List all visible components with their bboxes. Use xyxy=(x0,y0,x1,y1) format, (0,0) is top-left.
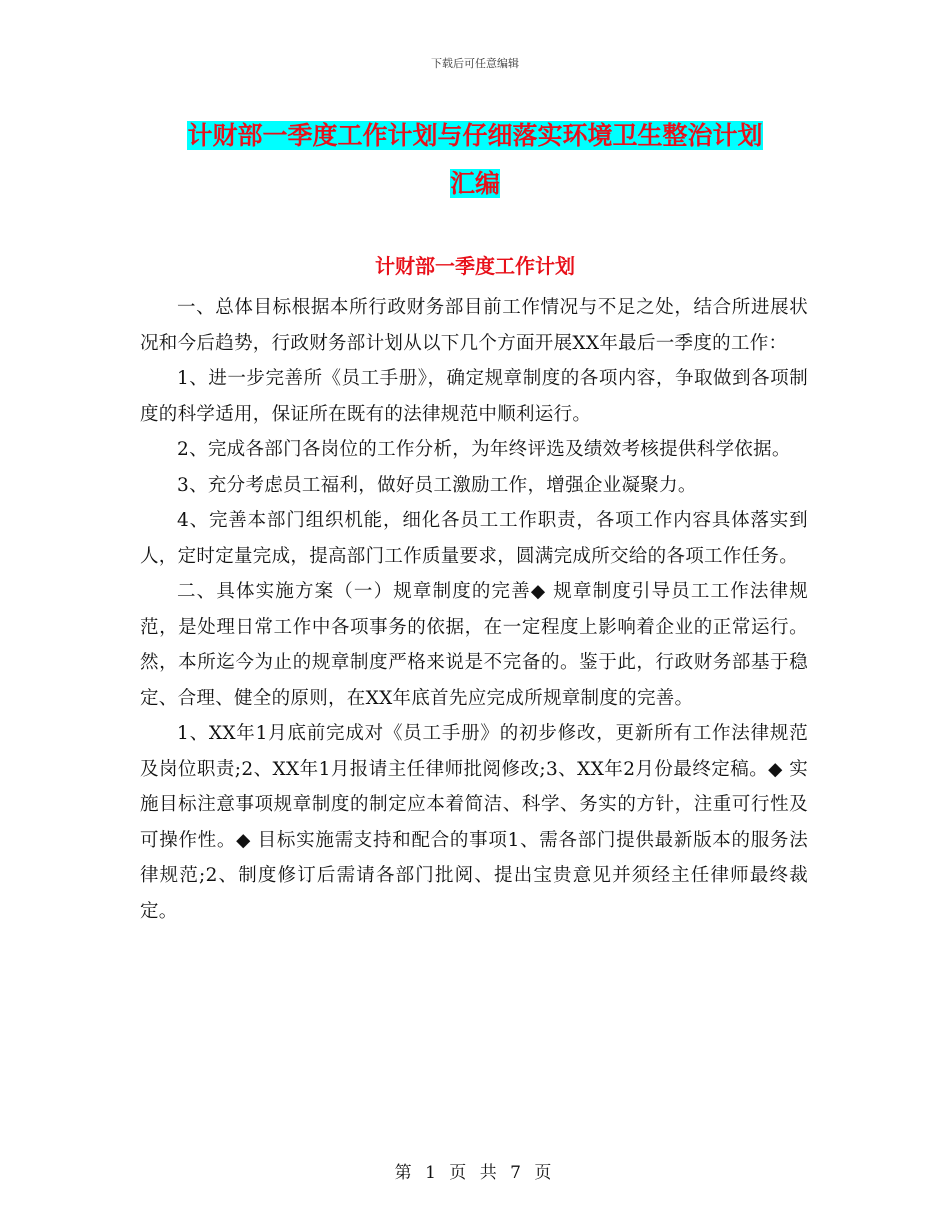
paragraph: 一、总体目标根据本所行政财务部目前工作情况与不足之处，结合所进展状况和今后趋势，行政财务部计划从以下几个方面开展XX年最后一季度的工作： xyxy=(140,297,808,354)
paragraph: 4、完善本部门组织机能，细化各员工工作职责，各项工作内容具体落实到人，定时定量完成，提高部门工作质量要求，圆满完成所交给的各项工作任务。 xyxy=(140,510,808,567)
document-title-line2: 汇编 xyxy=(449,169,500,198)
paragraph: 二、具体实施方案（一）规章制度的完善◆ 规章制度引导员工工作法律规范，是处理日常工作中各项事务的依据，在一定程度上影响着企业的正常运行。然，本所迄今为止的规章制度严格来说是不完备的。鉴于此，行政财务部基于稳定、合理、健全的原则，在XX年底首先应完成所规章制度的完善。 xyxy=(140,581,808,709)
page-number-footer: 第 1 页 共 7 页 xyxy=(394,1163,556,1183)
header-note: 下载后可任意编辑 xyxy=(431,57,519,70)
document-body xyxy=(140,290,808,929)
paragraph: 3、充分考虑员工福利，做好员工激励工作，增强企业凝聚力。 xyxy=(177,474,697,496)
document-title-line1: 计财部一季度工作计划与仔细落实环境卫生整治计划 xyxy=(187,121,763,150)
section-heading: 计财部一季度工作计划 xyxy=(375,254,575,278)
paragraph: 1、XX年1月底前完成对《员工手册》的初步修改，更新所有工作法律规范及岗位职责;2、XX年1月报请主任律师批阅修改;3、XX年2月份最终定稿。◆ 实施目标注意事项规章制度的制定应本着简洁、科学、务实的方针，注重可行性及可操作性。◆ 目标实施需支持和配合的事项1、需各部门提供最新版本的服务法律规范;2、制度修订后需请各部门批阅、提出宝贵意见并须经主任律师最终裁定。 xyxy=(140,723,808,922)
document-title xyxy=(140,112,810,208)
paragraph: 2、完成各部门各岗位的工作分析，为年终评选及绩效考核提供科学依据。 xyxy=(177,439,791,460)
paragraph: 1、进一步完善所《员工手册》，确定规章制度的各项内容，争取做到各项制度的科学适用，保证所在既有的法律规范中顺利运行。 xyxy=(140,368,808,425)
